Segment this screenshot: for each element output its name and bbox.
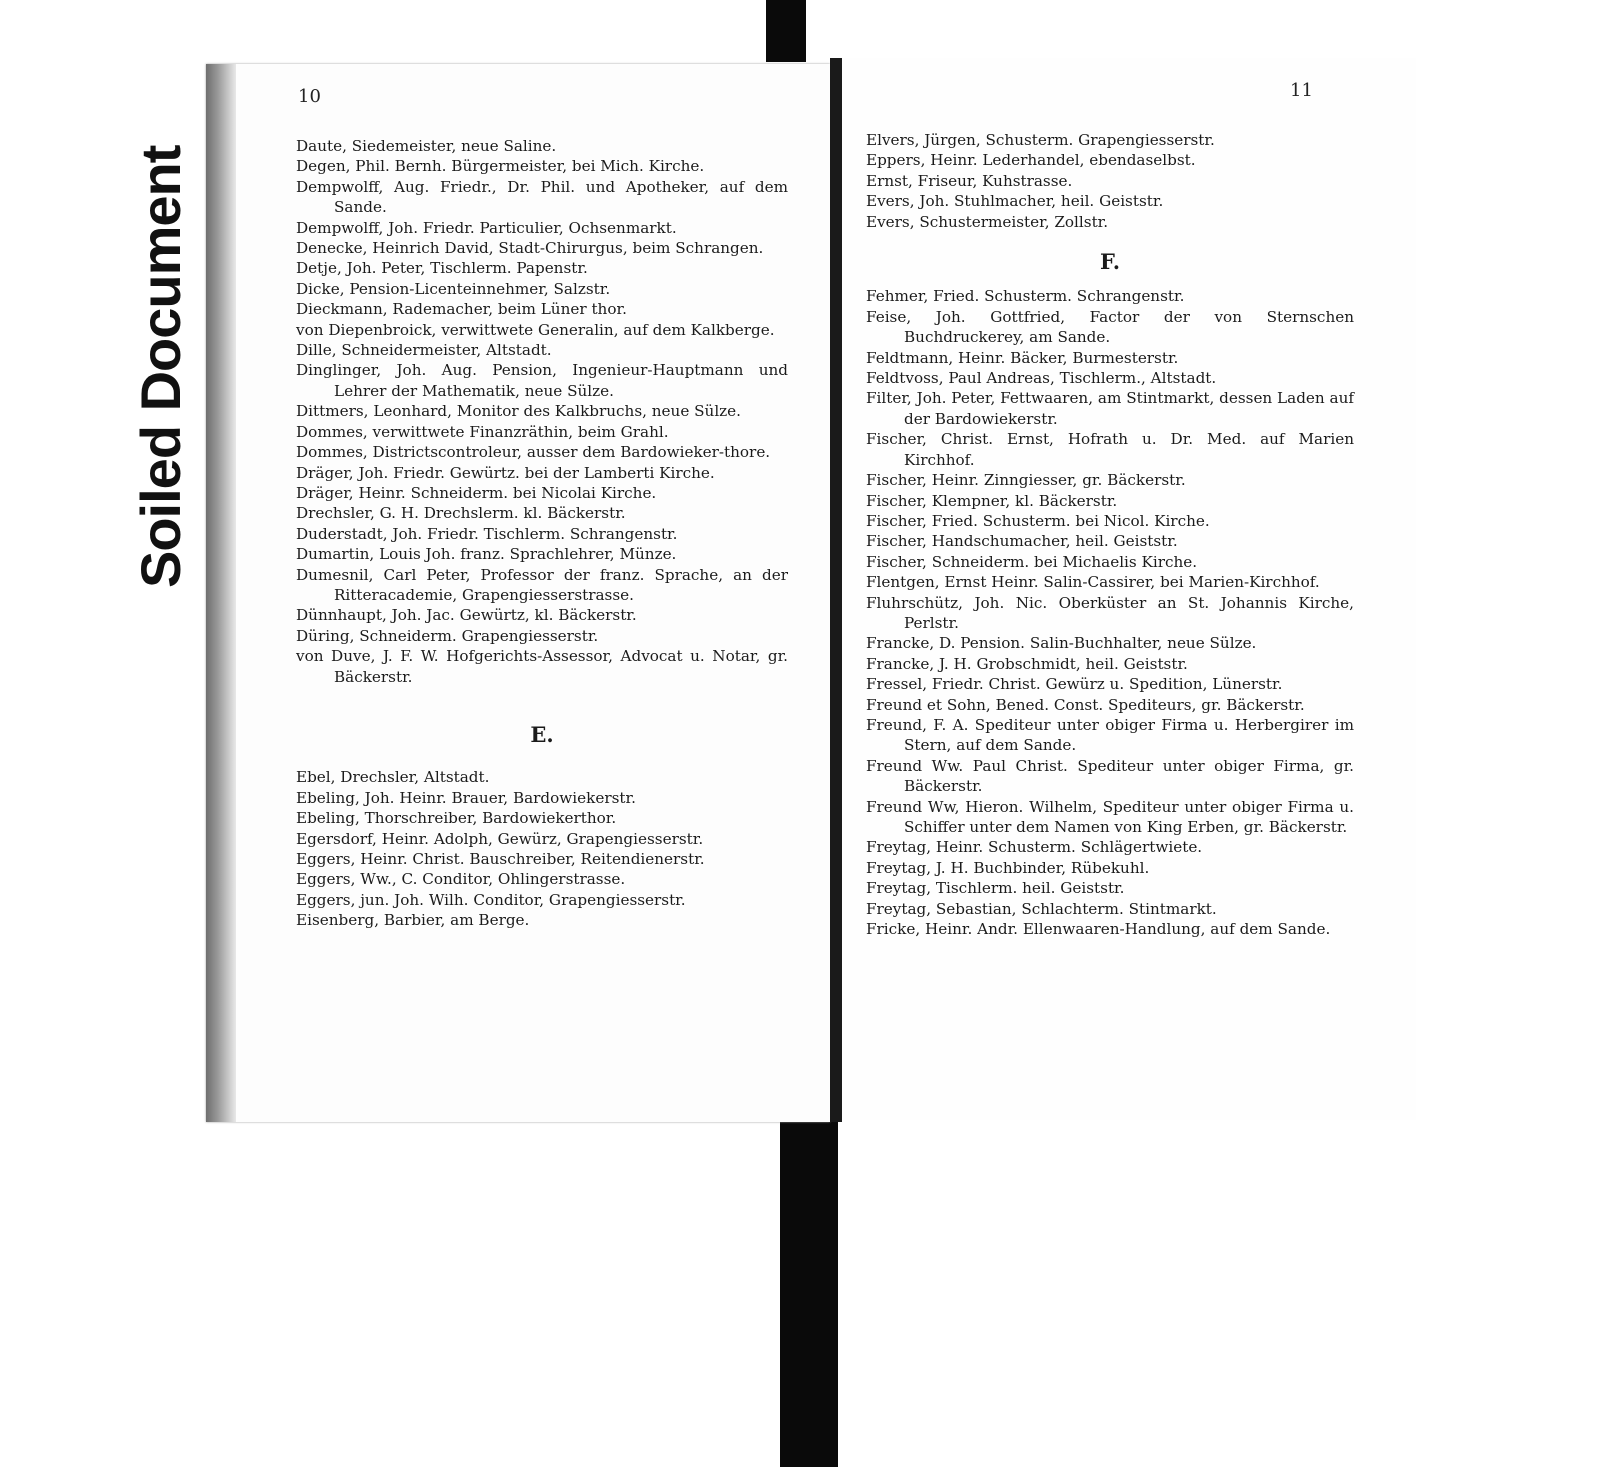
directory-entry: Dommes, Districtscontroleur, ausser dem Bardowieker-thore. (296, 443, 771, 462)
directory-entry: Filter, Joh. Peter, Fettwaaren, am Stintmarkt, dessen Laden auf der Bardowiekerstr. (866, 389, 1354, 428)
directory-entry: Flentgen, Ernst Heinr. Salin-Cassirer, bei Marien-Kirchhof. (866, 573, 1320, 592)
directory-entry: Fehmer, Fried. Schusterm. Schrangenstr. (866, 287, 1185, 306)
section-letter-e: E. (530, 721, 554, 747)
directory-entry: Freund et Sohn, Bened. Const. Spediteurs, gr. Bäckerstr. (866, 695, 1305, 714)
directory-entry: Degen, Phil. Bernh. Bürgermeister, bei Mich. Kirche. (296, 157, 705, 176)
directory-entry: Detje, Joh. Peter, Tischlerm. Papenstr. (296, 259, 588, 278)
entries-d (296, 136, 788, 687)
directory-entry: Fluhrschütz, Joh. Nic. Oberküster an St. Johannis Kirche, Perlstr. (866, 593, 1354, 632)
spine-clip-top (766, 0, 806, 62)
directory-entry: Freund, F. A. Spediteur unter obiger Firma u. Herbergirer im Stern, auf dem Sande. (866, 715, 1354, 755)
left-page-number: 10 (298, 86, 321, 107)
directory-entry: Eppers, Heinr. Lederhandel, ebendaselbst. (866, 151, 1196, 170)
directory-entry: Evers, Joh. Stuhlmacher, heil. Geiststr. (866, 192, 1164, 211)
entries-e-right (866, 130, 1354, 232)
directory-entry: Dräger, Heinr. Schneiderm. bei Nicolai Kirche. (296, 483, 657, 502)
directory-entry: Fischer, Heinr. Zinngiesser, gr. Bäckerstr. (866, 471, 1186, 490)
directory-entry: Freytag, Sebastian, Schlachterm. Stintmarkt. (866, 899, 1217, 918)
directory-entry: Daute, Siedemeister, neue Saline. (296, 137, 557, 155)
directory-entry: Dumartin, Louis Joh. franz. Sprachlehrer, Münze. (296, 545, 677, 564)
directory-entry: Freytag, Heinr. Schusterm. Schlägertwiete. (866, 838, 1203, 857)
directory-entry: Francke, J. H. Grobschmidt, heil. Geiststr. (866, 654, 1188, 673)
directory-entry: Dille, Schneidermeister, Altstadt. (296, 341, 552, 360)
directory-entry: Ebeling, Joh. Heinr. Brauer, Bardowiekerstr. (296, 788, 636, 807)
open-book (206, 58, 1416, 1122)
page-edge (206, 64, 236, 1122)
left-page (206, 64, 830, 1122)
directory-entry: Feise, Joh. Gottfried, Factor der von Sternschen Buchdruckerey, am Sande. (866, 307, 1354, 347)
directory-entry: Denecke, Heinrich David, Stadt-Chirurgus, beim Schrangen. (296, 239, 764, 258)
directory-entry: Fricke, Heinr. Andr. Ellenwaaren-Handlung, auf dem Sande. (866, 920, 1331, 939)
directory-entry: Dicke, Pension-Licenteinnehmer, Salzstr. (296, 279, 611, 298)
directory-entry: Ernst, Friseur, Kuhstrasse. (866, 171, 1073, 190)
directory-entry: Fressel, Friedr. Christ. Gewürz u. Spedition, Lünerstr. (866, 675, 1283, 694)
directory-entry: Egersdorf, Heinr. Adolph, Gewürz, Grapengiesserstr. (296, 829, 704, 848)
directory-entry: Evers, Schustermeister, Zollstr. (866, 212, 1109, 231)
directory-entry: Feldtvoss, Paul Andreas, Tischlerm., Altstadt. (866, 369, 1217, 388)
soiled-document-stamp (0, 0, 200, 600)
directory-entry: Fischer, Christ. Ernst, Hofrath u. Dr. Med. auf Marien Kirchhof. (866, 430, 1354, 469)
directory-entry: Dieckmann, Rademacher, beim Lüner thor. (296, 300, 627, 319)
directory-entry: Dumesnil, Carl Peter, Professor der franz. Sprache, an der Ritteracademie, Grapengiesserstrasse. (296, 565, 788, 604)
directory-entry: Dittmers, Leonhard, Monitor des Kalkbruchs, neue Sülze. (296, 402, 741, 421)
directory-entry: Fischer, Handschumacher, heil. Geiststr. (866, 532, 1178, 551)
directory-entry: von Duve, J. F. W. Hofgerichts-Assessor, Advocat u. Notar, gr. Bäckerstr. (296, 647, 788, 686)
left-column (296, 136, 788, 931)
directory-entry: Duderstadt, Joh. Friedr. Tischlerm. Schrangenstr. (296, 524, 678, 543)
right-page-number: 11 (1290, 80, 1313, 101)
directory-entry: Dinglinger, Joh. Aug. Pension, Ingenieur-Hauptmann und Lehrer der Mathematik, neue Sülze. (296, 361, 788, 400)
right-page (842, 58, 1416, 1120)
directory-entry: Drechsler, G. H. Drechslerm. kl. Bäckerstr. (296, 504, 626, 523)
directory-entry: Feldtmann, Heinr. Bäcker, Burmesterstr. (866, 348, 1179, 367)
directory-entry: Freytag, J. H. Buchbinder, Rübekuhl. (866, 858, 1150, 877)
directory-entry: Francke, D. Pension. Salin-Buchhalter, neue Sülze. (866, 634, 1257, 653)
directory-entry: Eisenberg, Barbier, am Berge. (296, 911, 530, 930)
stamp-label: Soiled Document (129, 145, 192, 588)
directory-entry: Fischer, Klempner, kl. Bäckerstr. (866, 491, 1118, 510)
directory-entry: Düring, Schneiderm. Grapengiesserstr. (296, 626, 599, 645)
directory-entry: Dünnhaupt, Joh. Jac. Gewürtz, kl. Bäckerstr. (296, 606, 637, 625)
entries-e-left (296, 767, 788, 930)
entries-f (866, 286, 1354, 939)
directory-entry: Dempwolff, Joh. Friedr. Particulier, Ochsenmarkt. (296, 218, 677, 237)
directory-entry: Elvers, Jürgen, Schusterm. Grapengiesserstr. (866, 131, 1215, 149)
directory-entry: Fischer, Schneiderm. bei Michaelis Kirche. (866, 552, 1198, 571)
book-gutter (830, 58, 842, 1122)
directory-entry: Freund Ww, Hieron. Wilhelm, Spediteur unter obiger Firma u. Schiffer unter dem Namen von King Erben, gr. Bäckerstr. (866, 797, 1354, 836)
directory-entry: Dempwolff, Aug. Friedr., Dr. Phil. und Apotheker, auf dem Sande. (296, 177, 788, 217)
directory-entry: Eggers, Heinr. Christ. Bauschreiber, Reitendienerstr. (296, 850, 705, 868)
spine-clip-bottom (780, 1117, 838, 1467)
directory-entry: Ebeling, Thorschreiber, Bardowiekerthor. (296, 809, 617, 828)
section-letter-f: F. (1099, 249, 1121, 275)
directory-entry: Freund Ww. Paul Christ. Spediteur unter obiger Firma, gr. Bäckerstr. (866, 756, 1354, 796)
directory-entry: Freytag, Tischlerm. heil. Geiststr. (866, 879, 1125, 898)
directory-entry: Dräger, Joh. Friedr. Gewürtz. bei der Lamberti Kirche. (296, 463, 715, 482)
directory-entry: Dommes, verwittwete Finanzräthin, beim Grahl. (296, 422, 669, 441)
directory-entry: Ebel, Drechsler, Altstadt. (296, 768, 490, 787)
directory-entry: Eggers, Ww., C. Conditor, Ohlingerstrasse. (296, 870, 626, 889)
directory-entry: von Diepenbroick, verwittwete Generalin, auf dem Kalkberge. (296, 320, 775, 339)
directory-entry: Eggers, jun. Joh. Wilh. Conditor, Grapengiesserstr. (296, 890, 686, 909)
directory-entry: Fischer, Fried. Schusterm. bei Nicol. Kirche. (866, 511, 1210, 530)
right-column (866, 130, 1354, 939)
